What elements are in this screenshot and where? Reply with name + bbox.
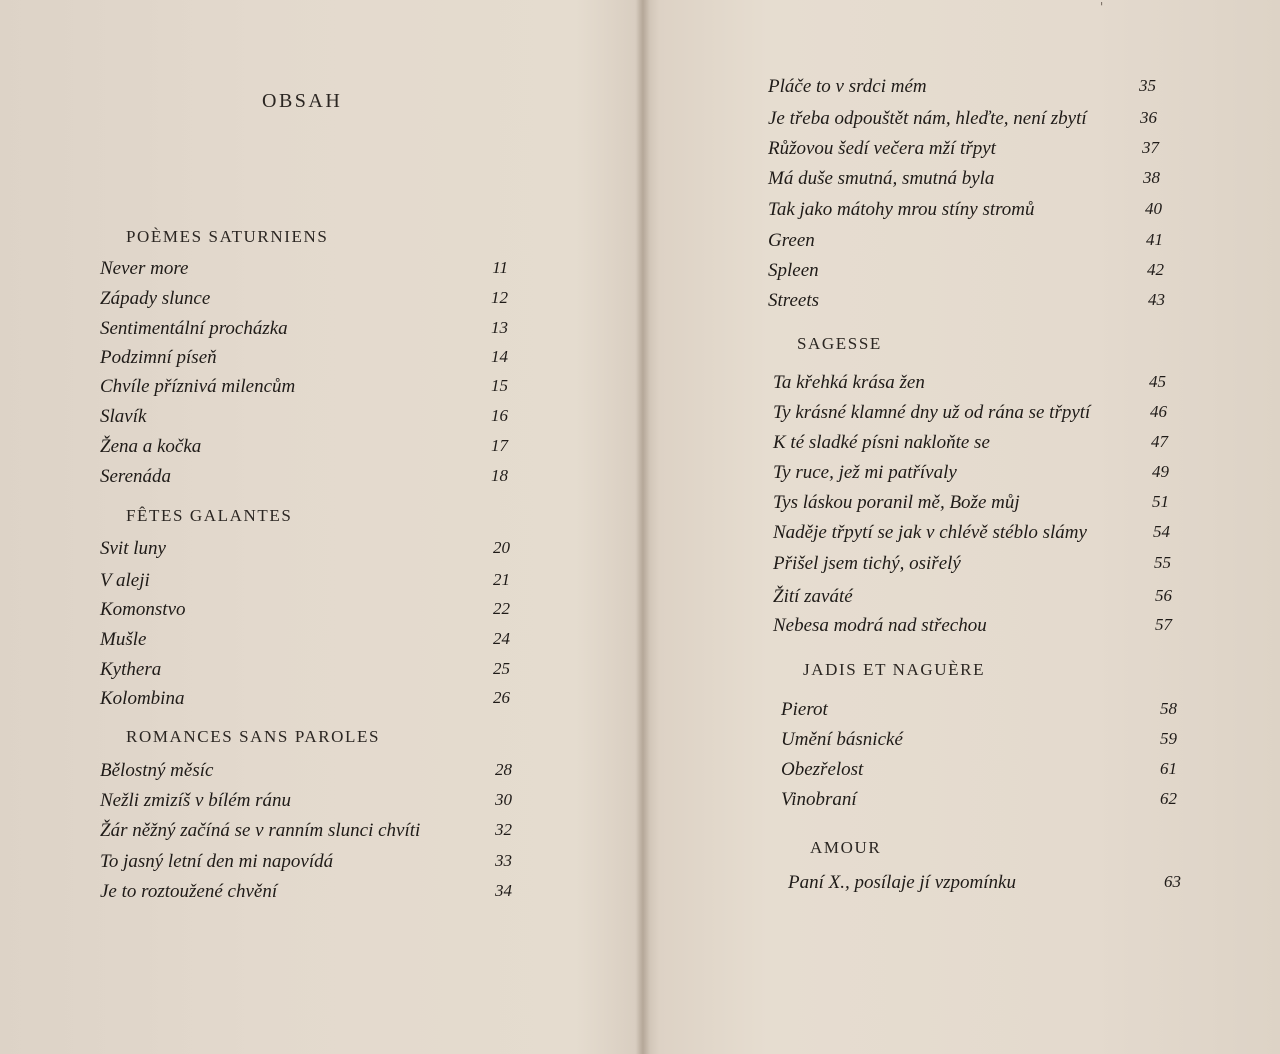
- toc-entry: [100, 881, 512, 909]
- toc-entry-page: 32: [495, 820, 512, 839]
- toc-entry: [768, 76, 1156, 104]
- toc-entry: [773, 522, 1170, 550]
- toc-entry-title: Pierot: [781, 699, 828, 720]
- toc-entry-title: Serenáda: [100, 466, 172, 487]
- toc-entry-title: Přišel jsem tichý, osiřelý: [773, 553, 961, 574]
- toc-entry: [100, 851, 512, 879]
- toc-entry-title: Never more: [100, 258, 189, 279]
- toc-entry-title: Západy slunce: [100, 288, 211, 309]
- toc-entry: [100, 629, 510, 657]
- toc-entry-page: 59: [1160, 729, 1177, 748]
- toc-entry-title: K té sladké písni nakloňte se: [773, 432, 990, 453]
- toc-entry-title: Umění básnické: [781, 729, 903, 750]
- toc-entry: [781, 759, 1177, 787]
- toc-entry-title: Je třeba odpouštět nám, hleďte, není zbytí: [768, 108, 1087, 129]
- toc-entry-title: Žena a kočka: [100, 436, 202, 457]
- toc-entry-title: Vinobraní: [781, 789, 857, 810]
- toc-entry-page: 41: [1146, 230, 1163, 249]
- toc-entry-title: To jasný letní den mi napovídá: [100, 851, 334, 872]
- toc-entry-title: Ta křehká krása žen: [773, 372, 925, 393]
- toc-entry-page: 55: [1154, 553, 1171, 572]
- section-heading-amour: AMOUR: [810, 838, 882, 857]
- toc-entry-page: 47: [1151, 432, 1168, 451]
- toc-entry-page: 40: [1145, 199, 1162, 218]
- toc-entry-page: 62: [1160, 789, 1177, 808]
- toc-entry-title: Nebesa modrá nad střechou: [773, 615, 987, 636]
- toc-entry: [100, 466, 508, 494]
- toc-entry-title: Naděje třpytí se jak v chlévě stéblo slámy: [773, 522, 1087, 543]
- toc-entry-page: 61: [1160, 759, 1177, 778]
- toc-entry: [768, 138, 1159, 166]
- toc-entry-page: 54: [1153, 522, 1170, 541]
- toc-entry: [773, 462, 1169, 490]
- toc-entry-title: Žití zaváté: [773, 586, 853, 607]
- toc-entry: [100, 659, 510, 687]
- toc-entry: [100, 347, 508, 375]
- toc-entry: [773, 372, 1166, 400]
- toc-entry-title: Růžovou šedí večera mží třpyt: [768, 138, 996, 159]
- toc-entry-page: 36: [1140, 108, 1157, 127]
- toc-entry-title: Nežli zmizíš v bílém ránu: [100, 790, 292, 811]
- toc-entry: [773, 432, 1168, 460]
- toc-entry-title: Chvíle příznivá milencům: [100, 376, 296, 397]
- toc-entry-page: 18: [491, 466, 508, 485]
- toc-entry: [768, 260, 1164, 288]
- toc-entry-title: V aleji: [100, 570, 150, 591]
- toc-entry-title: Tak jako mátohy mrou stíny stromů: [768, 199, 1035, 220]
- toc-entry-title: Žár něžný začíná se v ranním slunci chvíti: [100, 820, 421, 841]
- section-heading-jadis-et-naguere: JADIS ET NAGUÈRE: [803, 660, 986, 679]
- toc-entry: [100, 406, 508, 434]
- toc-entry-title: Obezřelost: [781, 759, 864, 780]
- toc-entry: [781, 699, 1177, 727]
- toc-entry-page: 46: [1150, 402, 1167, 421]
- section-heading-fetes-galantes: FÊTES GALANTES: [126, 506, 293, 525]
- toc-entry-title: Tys láskou poranil mě, Bože můj: [773, 492, 1020, 513]
- toc-entry-page: 37: [1142, 138, 1159, 157]
- toc-entry-page: 34: [495, 881, 512, 900]
- toc-entry-page: 57: [1155, 615, 1172, 634]
- toc-entry-title: Je to roztoužené chvění: [100, 881, 278, 902]
- toc-entry-title: Streets: [768, 290, 820, 311]
- toc-entry-page: 17: [491, 436, 508, 455]
- toc-entry-title: Mušle: [100, 629, 147, 650]
- toc-entry: [768, 230, 1163, 258]
- toc-entry-page: 24: [493, 629, 510, 648]
- toc-entry: [768, 108, 1157, 136]
- section-heading-romances-sans-paroles: ROMANCES SANS PAROLES: [126, 727, 381, 746]
- page-title: OBSAH: [262, 90, 343, 112]
- toc-entry-title: Ty krásné klamné dny už od rána se třpytí: [773, 402, 1091, 423]
- toc-entry-page: 21: [493, 570, 510, 589]
- right-page: [648, 0, 1280, 1054]
- toc-entry-page: 49: [1152, 462, 1169, 481]
- toc-entry-page: 20: [493, 538, 510, 557]
- toc-entry-page: 43: [1148, 290, 1165, 309]
- toc-entry-page: 25: [493, 659, 510, 678]
- toc-entry-page: 15: [491, 376, 508, 395]
- toc-entry-page: 51: [1152, 492, 1169, 511]
- toc-entry-page: 45: [1149, 372, 1166, 391]
- toc-entry-page: 13: [491, 318, 508, 337]
- toc-entry-page: 11: [492, 258, 508, 277]
- toc-entry-page: 38: [1143, 168, 1160, 187]
- toc-entry: [773, 553, 1171, 581]
- toc-entry: [100, 820, 512, 848]
- toc-entry: [773, 615, 1172, 643]
- toc-entry-title: Slavík: [100, 406, 147, 427]
- toc-entry-title: Paní X., posílaje jí vzpomínku: [788, 872, 1016, 893]
- toc-entry-title: Sentimentální procházka: [100, 318, 288, 339]
- toc-entry: [100, 288, 508, 316]
- section-heading-sagesse: SAGESSE: [797, 334, 882, 353]
- toc-entry-title: Ty ruce, jež mi patřívaly: [773, 462, 957, 483]
- toc-entry-title: Green: [768, 230, 815, 251]
- toc-entry: [773, 586, 1172, 614]
- toc-entry-page: 42: [1147, 260, 1164, 279]
- toc-entry: [768, 290, 1165, 318]
- toc-entry: [100, 258, 508, 286]
- toc-entry: [781, 729, 1177, 757]
- toc-entry-title: Svit luny: [100, 538, 166, 559]
- toc-entry: [768, 168, 1160, 196]
- toc-entry-title: Bělostný měsíc: [100, 760, 214, 781]
- toc-entry: [788, 872, 1181, 900]
- toc-entry-page: 26: [493, 688, 510, 707]
- toc-entry: [100, 376, 508, 404]
- toc-entry-title: Komonstvo: [100, 599, 186, 620]
- page-mark: ': [1100, 0, 1104, 14]
- toc-entry-title: Spleen: [768, 260, 819, 281]
- toc-entry: [773, 492, 1169, 520]
- toc-entry-page: 56: [1155, 586, 1172, 605]
- toc-entry: [773, 402, 1167, 430]
- toc-entry-page: 63: [1164, 872, 1181, 891]
- toc-entry: [100, 599, 510, 627]
- section-heading-poemes-saturniens: POÈMES SATURNIENS: [126, 227, 329, 246]
- toc-entry: [781, 789, 1177, 817]
- toc-entry: [100, 790, 512, 818]
- toc-entry: [100, 436, 508, 464]
- toc-entry-title: Má duše smutná, smutná byla: [768, 168, 995, 189]
- toc-entry: [100, 538, 510, 566]
- toc-entry-title: Pláče to v srdci mém: [768, 76, 927, 97]
- toc-entry: [100, 688, 510, 716]
- toc-entry: [768, 199, 1162, 227]
- toc-entry: [100, 760, 512, 788]
- toc-entry-page: 12: [491, 288, 508, 307]
- toc-entry-page: 35: [1139, 76, 1156, 95]
- toc-entry-page: 14: [491, 347, 508, 366]
- toc-entry: [100, 570, 510, 598]
- toc-entry-page: 28: [495, 760, 512, 779]
- toc-entry-title: Kythera: [100, 659, 162, 680]
- toc-entry-page: 58: [1160, 699, 1177, 718]
- toc-entry-page: 30: [495, 790, 512, 809]
- toc-entry-page: 22: [493, 599, 510, 618]
- toc-entry-page: 16: [491, 406, 508, 425]
- toc-entry-title: Podzimní píseň: [100, 347, 217, 368]
- toc-entry-title: Kolombina: [100, 688, 185, 709]
- toc-entry: [100, 318, 508, 346]
- toc-entry-page: 33: [495, 851, 512, 870]
